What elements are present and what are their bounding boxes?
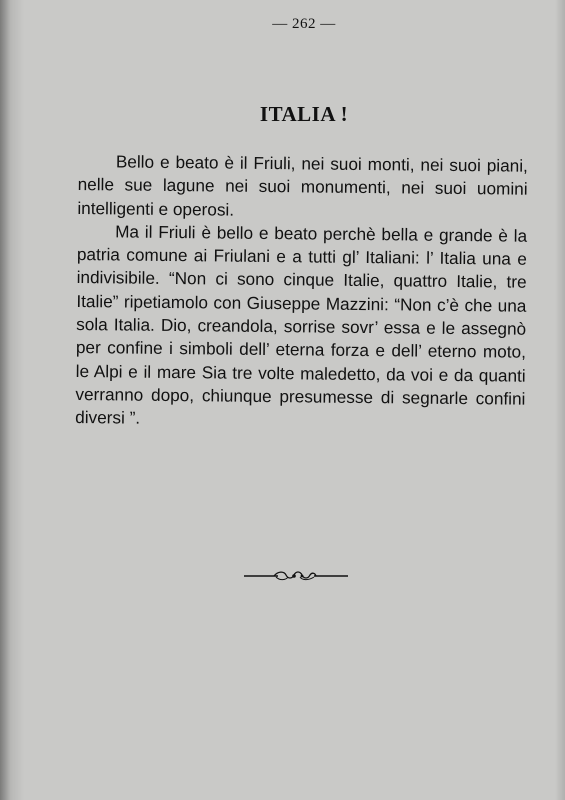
body-text — [75, 150, 528, 434]
paragraph-1: Bello e beato è il Friuli, nei suoi monti, nei suoi piani, nelle sue lagune nei suoi monumenti, nei suoi uomini intelligenti e operosi. — [77, 151, 528, 220]
chapter-title: ITALIA ! — [259, 102, 349, 126]
flourish-icon — [244, 566, 348, 586]
page-number: — 262 — — [272, 16, 336, 32]
paragraph-2: Ma il Friuli è bello e beato perchè bella e grande è la patria comune ai Friulani e a tutti gl’ Italiani: l’ Italia una e indivisibile. “Non ci sono cinque Italie, quattro Italie, tre Italie” ripetiamolo con Giuseppe Mazzini: “Non c’è che una sola Italia. Dio, creandola, sorrise sovr’ essa e le assegnò per confine i simboli dell’ eterna forza e dell’ eterno moto, le Alpi e il mare Sia tre volte maledetto, da voi e da quanti verranno dopo, chiunque presumesse di segnarle confini diversi ”. — [75, 221, 528, 428]
